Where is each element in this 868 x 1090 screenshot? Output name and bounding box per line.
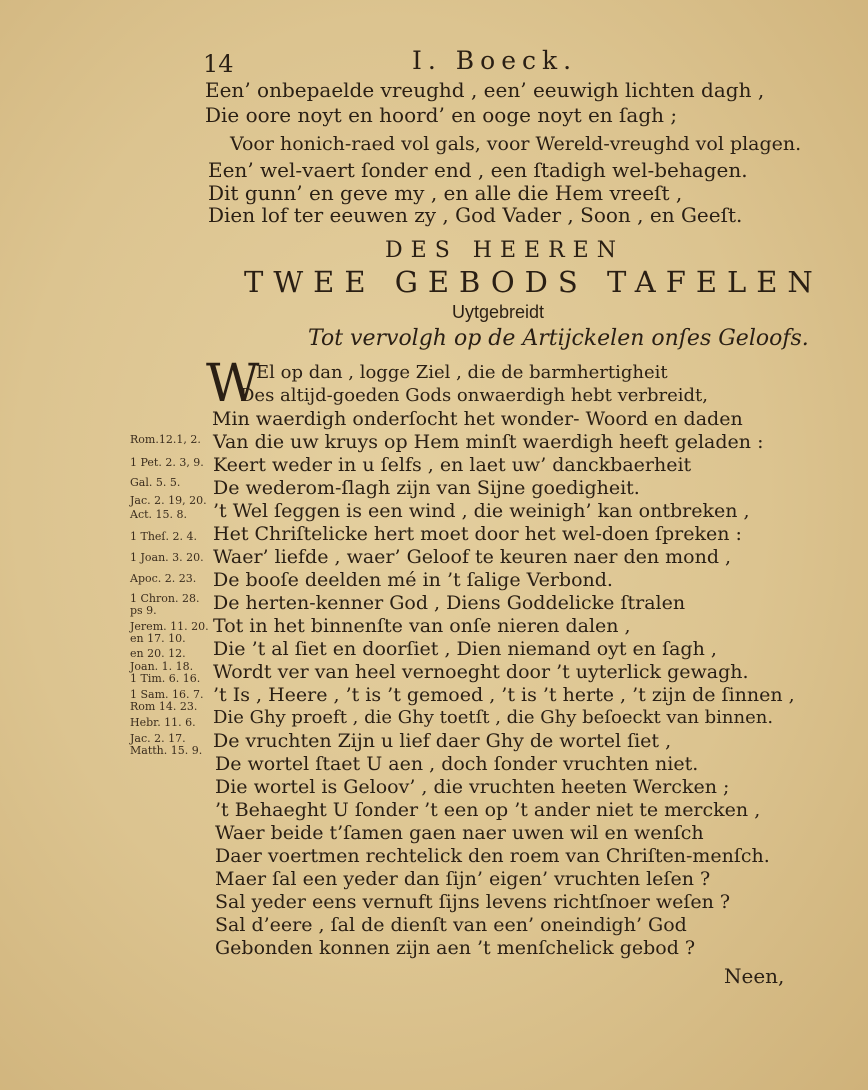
poem-line: Maer ſal een yeder dan ſijn’ eigen’ vruchten leſen ? [215, 868, 711, 890]
poem-line: Die wortel is Geloov’ , die vruchten heeten Wercken ; [215, 776, 730, 798]
poem-line: ’t Behaeght U ſonder ’t een op ’t ander niet te mercken , [215, 799, 761, 821]
poem-line: Tot in het binnenſte van onſe nieren dalen , [213, 615, 631, 637]
poem-line: ’t Wel ſeggen is een wind , die weinigh’ kan ontbreken , [213, 500, 750, 522]
poem-line: Die Ghy proeft , die Ghy toetſt , die Ghy beſoeckt van binnen. [213, 707, 774, 728]
margin-note: 1 Theſ. 2. 4. [130, 530, 197, 543]
poem-line: Gebonden konnen zijn aen ’t menſchelick gebod ? [215, 937, 696, 959]
poem-line: De booſe deelden mé in ’t ſalige Verbond. [213, 569, 613, 591]
margin-note: Hebr. 11. 6. [130, 716, 196, 729]
poem-line: Des altijd-goeden Gods onwaerdigh hebt verbreidt, [240, 385, 709, 406]
poem-line: Min waerdigh onderſocht het wonder- Woord en daden [212, 408, 743, 430]
poem-line: Daer voertmen rechtelick den roem van Chriſten-menſch. [215, 845, 770, 867]
margin-note: Rom.12.1, 2. [130, 433, 201, 446]
poem-line: Die ’t al ſiet en doorſiet , Dien niemand oyt en ſagh , [213, 638, 717, 660]
poem-line: De herten-kenner God , Diens Goddelicke ſtralen [213, 592, 686, 614]
margin-note: 1 Pet. 2. 3, 9. [130, 456, 204, 469]
poem-line: Waer beide t’ſamen gaen naer uwen wil en wenſch [215, 822, 704, 844]
poem-line: Sal d’eere , ſal de dienſt van een’ oneindigh’ God [215, 914, 687, 936]
section-title-large: TWEE GEBODS TAFELEN [244, 265, 823, 299]
margin-note: 1 Chron. 28. [130, 592, 200, 605]
poem-line: Sal yeder eens vernuft ſijns levens richtſnoer weſen ? [215, 891, 731, 913]
section-subtitle: Uytgebreidt [452, 302, 545, 322]
drop-cap: W [206, 354, 260, 414]
verse-line: Voor honich-raed vol gals, voor Wereld-vreughd vol plagen. [230, 133, 802, 155]
margin-note: Gal. 5. 5. [130, 476, 181, 489]
margin-note: en 17. 10. [130, 632, 186, 645]
margin-note: 1 Sam. 16. 7. [130, 688, 204, 701]
poem-line: Waer’ liefde , waer’ Geloof te keuren naer den mond , [213, 546, 732, 568]
page-number: 14 [203, 50, 234, 78]
margin-note: Rom 14. 23. [130, 700, 198, 713]
margin-note: Apoc. 2. 23. [130, 572, 197, 585]
margin-note: Jac. 2. 17. [130, 732, 186, 745]
margin-note: Jerem. 11. 20. [130, 620, 209, 633]
verse-line: Een’ wel-vaert ſonder end , een ſtadigh wel-behagen. [208, 158, 748, 182]
poem-line: De wortel ſtaet U aen , doch ſonder vruchten niet. [215, 753, 699, 775]
verse-line: Die oore noyt en hoord’ en ooge noyt en ſagh ; [205, 103, 678, 127]
section-subtitle-italic: Tot vervolgh op de Artijckelen onſes Geloofs. [308, 326, 809, 351]
poem-line: Het Chriſtelicke hert moet door het wel-doen ſpreken : [213, 523, 742, 545]
catchword: Neen, [724, 964, 785, 988]
margin-note: Matth. 15. 9. [130, 744, 203, 757]
margin-note: ps 9. [130, 604, 157, 617]
margin-note: 1 Tim. 6. 16. [130, 672, 201, 685]
margin-note: Joan. 1. 18. [130, 660, 194, 673]
margin-note: en 20. 12. [130, 647, 186, 660]
poem-line: De wederom-ſlagh zijn van Sijne goedigheit. [213, 477, 640, 499]
poem-line: Van die uw kruys op Hem minſt waerdigh heeft geladen : [213, 431, 764, 453]
poem-line: El op dan , logge Ziel , die de barmhertigheit [256, 362, 668, 383]
margin-note: 1 Joan. 3. 20. [130, 551, 204, 564]
poem-line: Wordt ver van heel vernoeght door ’t uyterlick gewagh. [213, 661, 749, 683]
verse-line: Een’ onbepaelde vreughd , een’ eeuwigh lichten dagh , [205, 78, 765, 102]
verse-line: Dien lof ter eeuwen zy , God Vader , Soon , en Geeſt. [208, 203, 743, 227]
margin-note: Jac. 2. 19, 20. [130, 494, 207, 507]
verse-line: Dit gunn’ en geve my , en alle die Hem vreeſt , [208, 181, 683, 205]
section-title-small: DES HEEREN [385, 238, 624, 263]
running-head: I. Boeck. [412, 46, 578, 75]
poem-line: De vruchten Zijn u lief daer Ghy de wortel ſiet , [213, 730, 672, 752]
poem-line: ’t Is , Heere , ’t is ’t gemoed , ’t is ’t herte , ’t zijn de ſinnen , [213, 684, 795, 706]
margin-note: Act. 15. 8. [130, 508, 188, 521]
poem-line: Keert weder in u ſelfs , en laet uw’ danckbaerheit [213, 454, 692, 476]
